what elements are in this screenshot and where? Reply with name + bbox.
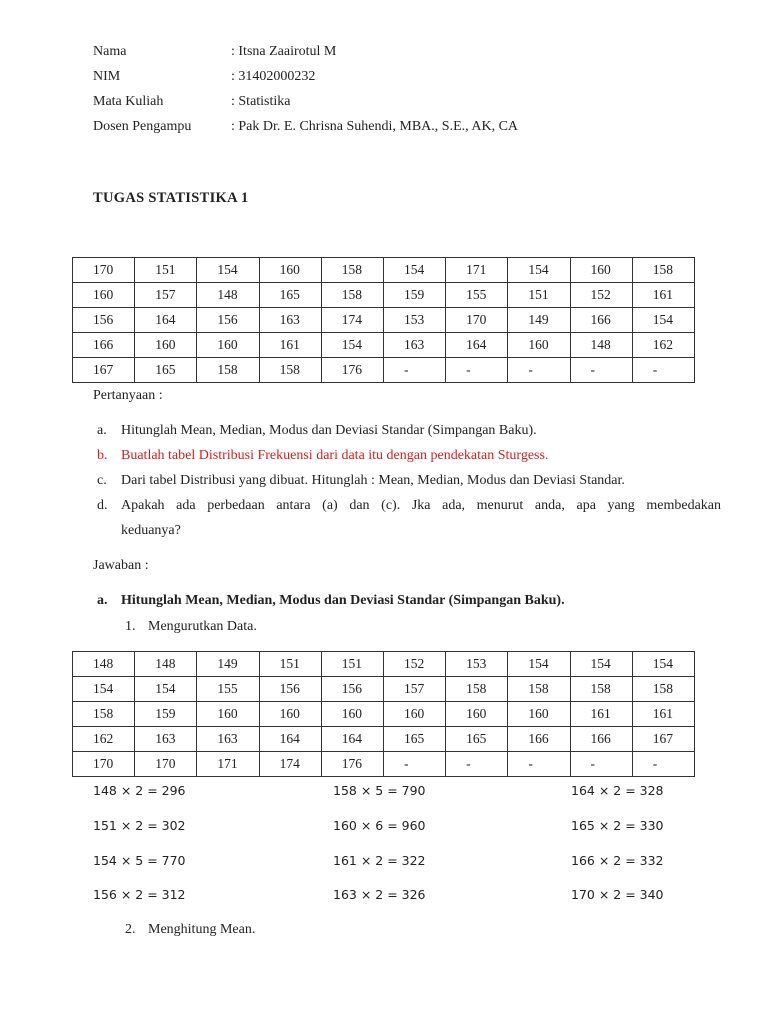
table-cell: 155 — [446, 283, 508, 308]
data-table-row — [73, 308, 695, 333]
step-2-text: Menghitung Mean. — [148, 922, 256, 937]
table-cell: 152 — [570, 283, 632, 308]
table-cell: 158 — [197, 358, 259, 383]
sorted-table-row — [73, 727, 695, 752]
table-cell: 174 — [321, 308, 383, 333]
sorted-table-row — [73, 652, 695, 677]
table-cell: - — [632, 358, 694, 383]
table-cell: 158 — [321, 283, 383, 308]
question-text-c: Dari tabel Distribusi yang dibuat. Hitunglah : Mean, Median, Modus dan Deviasi Standar. — [121, 473, 625, 488]
table-cell: 160 — [508, 702, 570, 727]
table-cell: 166 — [570, 727, 632, 752]
table-cell: 158 — [508, 677, 570, 702]
sorted-table-row — [73, 752, 695, 777]
jawaban-label: Jawaban : — [93, 558, 149, 573]
question-text-b: Buatlah tabel Distribusi Frekuensi dari data itu dengan pendekatan Sturgess. — [121, 448, 549, 463]
table-cell: 164 — [135, 308, 197, 333]
table-cell: 149 — [508, 308, 570, 333]
table-cell: 154 — [508, 258, 570, 283]
table-cell: 154 — [508, 652, 570, 677]
table-cell: 156 — [73, 308, 135, 333]
table-cell: 163 — [259, 308, 321, 333]
table-cell: 160 — [135, 333, 197, 358]
table-cell: - — [383, 358, 445, 383]
table-cell: 171 — [446, 258, 508, 283]
table-cell: 176 — [321, 358, 383, 383]
table-cell: 151 — [508, 283, 570, 308]
table-cell: 157 — [135, 283, 197, 308]
table-cell: 171 — [197, 752, 259, 777]
question-letter-d: d. — [97, 498, 108, 513]
table-cell: 154 — [570, 652, 632, 677]
table-cell: - — [570, 752, 632, 777]
table-cell: 166 — [73, 333, 135, 358]
calculation-item: 161 × 2 = 322 — [333, 853, 426, 868]
info-label-nim: NIM — [93, 69, 121, 84]
table-cell: 165 — [259, 283, 321, 308]
table-cell: 160 — [197, 333, 259, 358]
info-label-nama: Nama — [93, 44, 127, 59]
table-cell: 165 — [383, 727, 445, 752]
page-title: TUGAS STATISTIKA 1 — [93, 190, 249, 206]
table-cell: 158 — [73, 702, 135, 727]
table-cell: 158 — [632, 258, 694, 283]
table-cell: 160 — [570, 258, 632, 283]
table-cell: 167 — [73, 358, 135, 383]
table-cell: 162 — [632, 333, 694, 358]
table-cell: 159 — [383, 283, 445, 308]
table-cell: 148 — [197, 283, 259, 308]
table-cell: 163 — [383, 333, 445, 358]
data-table-row — [73, 283, 695, 308]
table-cell: 164 — [446, 333, 508, 358]
question-text-d-cont: keduanya? — [121, 523, 181, 538]
table-cell: 163 — [197, 727, 259, 752]
table-cell: 154 — [632, 652, 694, 677]
table-cell: 160 — [508, 333, 570, 358]
table-cell: 151 — [135, 258, 197, 283]
table-cell: 158 — [570, 677, 632, 702]
table-cell: 153 — [446, 652, 508, 677]
table-cell: - — [446, 752, 508, 777]
table-cell: 160 — [321, 702, 383, 727]
table-cell: 162 — [73, 727, 135, 752]
info-value-nim: : 31402000232 — [231, 69, 316, 84]
table-cell: 154 — [321, 333, 383, 358]
table-cell: 158 — [446, 677, 508, 702]
table-cell: 151 — [321, 652, 383, 677]
data-table-row — [73, 358, 695, 383]
answer-letter-a: a. — [97, 593, 108, 608]
table-cell: 160 — [259, 702, 321, 727]
table-cell: 151 — [259, 652, 321, 677]
calculation-item: 151 × 2 = 302 — [93, 818, 186, 833]
table-cell: 166 — [570, 308, 632, 333]
info-value-dosen: : Pak Dr. E. Chrisna Suhendi, MBA., S.E., AK, CA — [231, 119, 519, 134]
calculation-item: 165 × 2 = 330 — [571, 818, 664, 833]
table-cell: - — [383, 752, 445, 777]
question-text-a: Hitunglah Mean, Median, Modus dan Deviasi Standar (Simpangan Baku). — [121, 423, 537, 438]
table-cell: 161 — [259, 333, 321, 358]
table-cell: 154 — [632, 308, 694, 333]
info-value-nama: : Itsna Zaairotul M — [231, 44, 337, 59]
calculation-item: 166 × 2 = 332 — [571, 853, 664, 868]
data-table — [72, 257, 695, 383]
table-cell: 160 — [259, 258, 321, 283]
table-cell: 158 — [632, 677, 694, 702]
table-cell: 148 — [570, 333, 632, 358]
info-label-mata-kuliah: Mata Kuliah — [93, 94, 164, 109]
answer-heading-a: Hitunglah Mean, Median, Modus dan Deviasi Standar (Simpangan Baku). — [121, 593, 565, 608]
table-cell: 167 — [632, 727, 694, 752]
table-cell: 164 — [321, 727, 383, 752]
step-1-number: 1. — [125, 619, 136, 634]
table-cell: 164 — [259, 727, 321, 752]
table-cell: 158 — [321, 258, 383, 283]
calculation-item: 158 × 5 = 790 — [333, 783, 426, 798]
table-cell: 161 — [632, 283, 694, 308]
table-cell: 152 — [383, 652, 445, 677]
table-cell: 157 — [383, 677, 445, 702]
table-cell: 174 — [259, 752, 321, 777]
calculation-item: 154 × 5 = 770 — [93, 853, 186, 868]
table-cell: 158 — [259, 358, 321, 383]
table-cell: 170 — [135, 752, 197, 777]
question-letter-c: c. — [97, 473, 107, 488]
question-letter-b: b. — [97, 448, 108, 463]
pertanyaan-label: Pertanyaan : — [93, 388, 163, 403]
step-1-text: Mengurutkan Data. — [148, 619, 257, 634]
sorted-table-row — [73, 702, 695, 727]
table-cell: - — [570, 358, 632, 383]
sorted-data-table — [72, 651, 695, 777]
step-2-number: 2. — [125, 922, 136, 937]
table-cell: 166 — [508, 727, 570, 752]
table-cell: 155 — [197, 677, 259, 702]
calculation-item: 156 × 2 = 312 — [93, 887, 186, 902]
data-table-row — [73, 333, 695, 358]
table-cell: 156 — [197, 308, 259, 333]
calculation-item: 170 × 2 = 340 — [571, 887, 664, 902]
table-cell: 165 — [135, 358, 197, 383]
info-value-mata-kuliah: : Statistika — [231, 94, 291, 109]
table-cell: 154 — [383, 258, 445, 283]
table-cell: - — [632, 752, 694, 777]
table-cell: 160 — [197, 702, 259, 727]
question-letter-a: a. — [97, 423, 107, 438]
table-cell: 170 — [73, 752, 135, 777]
table-cell: - — [508, 752, 570, 777]
table-cell: 153 — [383, 308, 445, 333]
table-cell: 160 — [446, 702, 508, 727]
table-cell: 148 — [73, 652, 135, 677]
table-cell: 160 — [383, 702, 445, 727]
table-cell: 149 — [197, 652, 259, 677]
table-cell: 156 — [321, 677, 383, 702]
data-table-row — [73, 258, 695, 283]
table-cell: 159 — [135, 702, 197, 727]
table-cell: 148 — [135, 652, 197, 677]
table-cell: - — [508, 358, 570, 383]
calculation-item: 163 × 2 = 326 — [333, 887, 426, 902]
info-label-dosen: Dosen Pengampu — [93, 119, 192, 134]
calculation-item: 164 × 2 = 328 — [571, 783, 664, 798]
table-cell: 170 — [446, 308, 508, 333]
table-cell: 154 — [135, 677, 197, 702]
table-cell: 156 — [259, 677, 321, 702]
table-cell: 163 — [135, 727, 197, 752]
table-cell: 165 — [446, 727, 508, 752]
table-cell: 160 — [73, 283, 135, 308]
table-cell: 154 — [73, 677, 135, 702]
table-cell: 170 — [73, 258, 135, 283]
question-text-d: Apakah ada perbedaan antara (a) dan (c). Jka ada, menurut anda, apa yang membedakan — [121, 498, 721, 513]
calculation-item: 160 × 6 = 960 — [333, 818, 426, 833]
table-cell: 161 — [632, 702, 694, 727]
table-cell: 154 — [197, 258, 259, 283]
table-cell: 161 — [570, 702, 632, 727]
calculation-item: 148 × 2 = 296 — [93, 783, 186, 798]
sorted-table-row — [73, 677, 695, 702]
table-cell: 176 — [321, 752, 383, 777]
table-cell: - — [446, 358, 508, 383]
